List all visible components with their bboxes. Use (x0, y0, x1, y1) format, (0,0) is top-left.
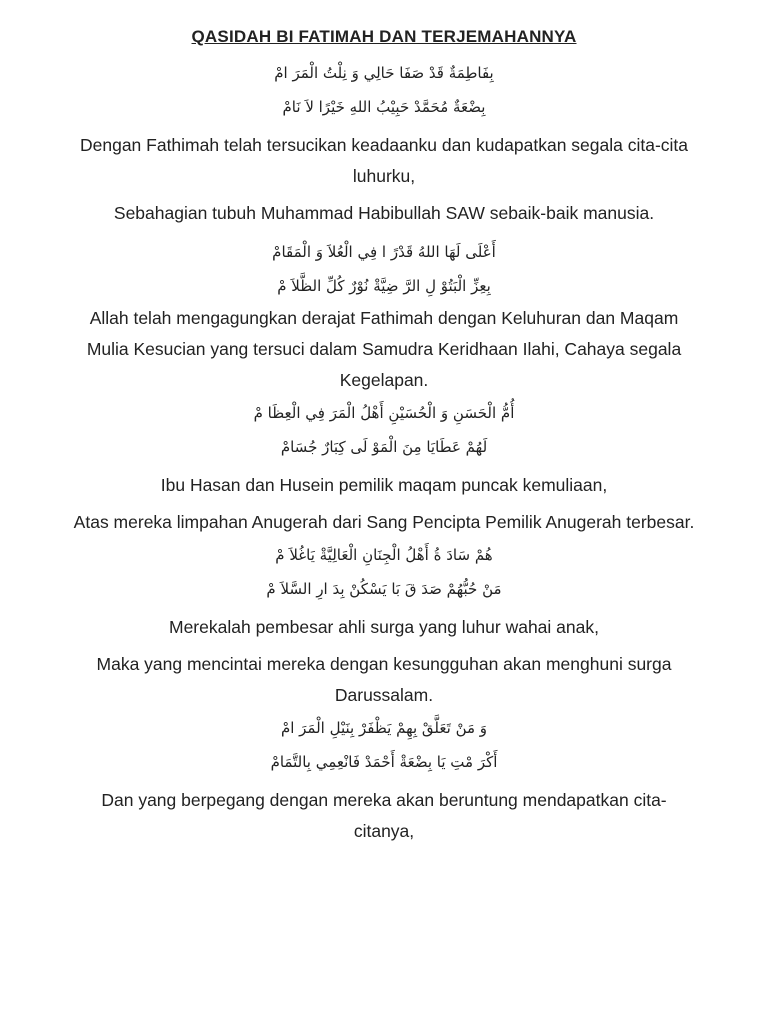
translation-line: Dengan Fathimah telah tersucikan keadaanku dan kudapatkan segala cita-cita luhurku, (79, 135, 689, 186)
stanza-3 (72, 396, 696, 538)
stanza-2 (72, 235, 696, 396)
translation-line: Dan yang berpegang dengan mereka akan beruntung mendapatkan cita-citanya, (101, 790, 667, 841)
translation-line: Ibu Hasan dan Husein pemilik maqam puncak kemuliaan, (160, 475, 608, 495)
arabic-verse: لَهُمْ عَطَايَا مِنَ الْمَوْ لَى كِبَارٌ جُسَامْ (280, 438, 488, 456)
arabic-verse: بِعِزِّ الْبَتُوْ لِ الرَّ ضِيَّةْ نُوْرٌ كُلِّ الظَّلاَ مْ (277, 277, 491, 295)
arabic-verse: مَنْ حُبُّهُمْ صَدَ قَ بَا يَسْكُنْ بِدَ ارِ السَّلاَ مْ (266, 580, 502, 598)
arabic-verse: بِفَاطِمَةٌ قَدْ صَفَا حَالِي وَ نِلْتُ الْمَرَ امْ (274, 64, 494, 82)
arabic-verse: بِضْعَةٌ مُحَمَّدْ حَبِيْبُ اللهِ خَيْرًا لاَ نَامْ (282, 98, 486, 116)
arabic-verse: أَعْلَى لَهَا اللهُ قَدْرً ا فِي الْعُلاَ وَ الْمَقَامْ (272, 243, 496, 261)
document-title: QASIDAH BI FATIMAH DAN TERJEMAHANNYA (191, 27, 577, 46)
translation-line: Merekalah pembesar ahli surga yang luhur wahai anak, (169, 617, 599, 637)
arabic-verse: هُمْ سَادَ ةُ أَهْلُ الْجِنَانِ الْعَالِيَّةْ يَاغُلاَ مْ (275, 546, 493, 564)
stanza-4 (72, 538, 696, 711)
arabic-verse: أُمُّ الْحَسَنِ وَ الْحُسَيْنِ أَهْلُ الْمَرَ فِي الْعِظَا مْ (253, 404, 515, 422)
stanza-1 (72, 56, 696, 229)
translation-line: Allah telah mengagungkan derajat Fathimah dengan Keluhuran dan Maqam Mulia Kesucian yang tersuci dalam Samudra Keridhaan Ilahi, Cahaya segala Kegelapan. (86, 308, 682, 390)
stanza-5 (72, 711, 696, 847)
arabic-verse: وَ مَنْ تَعَلَّقْ بِهِمْ يَظْفَرْ بِنَيْلِ الْمَرَ امْ (280, 719, 488, 737)
translation-line: Maka yang mencintai mereka dengan kesungguhan akan menghuni surga Darussalam. (96, 654, 672, 705)
arabic-verse: أَكْرَ مْتِ يَا بِضْعَةْ أَحْمَدْ فَانْعِمِي بِالتَّمَامْ (270, 753, 498, 771)
translation-line: Sebahagian tubuh Muhammad Habibullah SAW sebaik-baik manusia. (113, 203, 655, 223)
translation-line: Atas mereka limpahan Anugerah dari Sang Pencipta Pemilik Anugerah terbesar. (73, 512, 695, 532)
